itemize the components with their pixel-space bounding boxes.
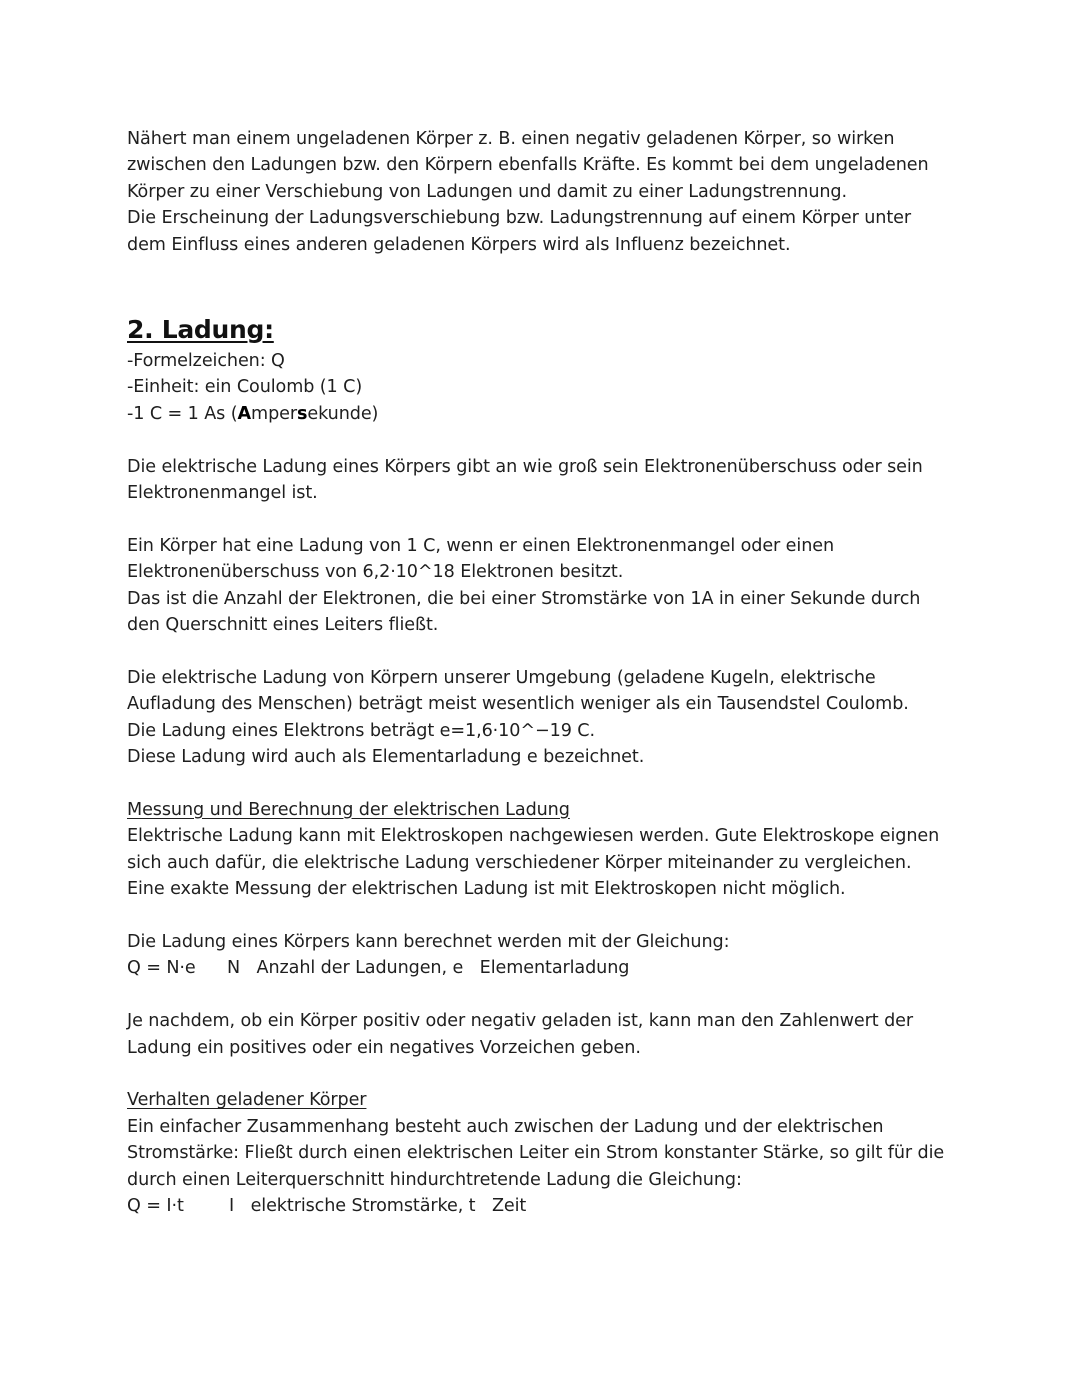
spacer: [127, 638, 967, 664]
equation: Q = N·e: [127, 958, 196, 979]
text-line: Ein einfacher Zusammenhang besteht auch zwischen der Ladung und der elektrischen: [127, 1116, 884, 1137]
measurement-section: [127, 797, 967, 1061]
text-line: Je nachdem, ob ein Körper positiv oder negativ geladen ist, kann man den Zahlenwert der: [127, 1011, 914, 1032]
text-line: Das ist die Anzahl der Elektronen, die bei einer Stromstärke von 1A in einer Sekunde durch: [127, 588, 921, 609]
unit-relation-prefix: -1 C = 1 As (: [127, 403, 238, 424]
text-line: Elektronenüberschuss von 6,2·10^18 Elektronen besitzt.: [127, 562, 624, 583]
text-line: durch einen Leiterquerschnitt hindurchtretende Ladung die Gleichung:: [127, 1169, 742, 1190]
text-line: Elektronenmangel ist.: [127, 483, 318, 504]
text-line: Diese Ladung wird auch als Elementarladung e bezeichnet.: [127, 747, 645, 768]
behavior-subheading: Verhalten geladener Körper: [127, 1090, 367, 1111]
text-line: Nähert man einem ungeladenen Körper z. B. einen negativ geladenen Körper, so wirken: [127, 129, 895, 149]
text-line: Ladung ein positives oder ein negatives Vorzeichen geben.: [127, 1037, 641, 1058]
text-line: den Querschnitt eines Leiters fließt.: [127, 615, 439, 636]
properties-list: [127, 348, 967, 427]
definition-paragraph: [127, 454, 967, 507]
text-line: dem Einfluss eines anderen geladenen Körpers wird als Influenz bezeichnet.: [127, 234, 791, 255]
unit-line: -Einheit: ein Coulomb (1 C): [127, 377, 363, 398]
spacer: [127, 506, 967, 532]
document-page: [127, 126, 967, 1219]
equation-legend: N Anzahl der Ladungen, e Elementarladung: [227, 958, 630, 979]
spacer: [127, 258, 967, 314]
equation: Q = I·t: [127, 1195, 184, 1216]
text-line: Stromstärke: Fließt durch einen elektrischen Leiter ein Strom konstanter Stärke, so gilt für die: [127, 1143, 945, 1164]
behavior-section: [127, 1087, 967, 1219]
text-line: Die elektrische Ladung eines Körpers gibt an wie groß sein Elektronenüberschuss oder sein: [127, 456, 923, 477]
text-line: Aufladung des Menschen) beträgt meist wesentlich weniger als ein Tausendstel Coulomb.: [127, 694, 909, 715]
section-heading: 2. Ladung:: [127, 315, 274, 345]
text-line: Die elektrische Ladung von Körpern unserer Umgebung (geladene Kugeln, elektrische: [127, 667, 876, 688]
equation-legend: I elektrische Stromstärke, t Zeit: [229, 1195, 527, 1216]
formula-symbol: -Formelzeichen: Q: [127, 351, 285, 372]
unit-relation-end: ekunde): [307, 403, 379, 424]
equation-line: [127, 955, 967, 981]
text-line: Elektrische Ladung kann mit Elektroskopen nachgewiesen werden. Gute Elektroskope eignen: [127, 826, 940, 847]
environment-paragraph: [127, 665, 967, 771]
spacer: [127, 427, 967, 453]
spacer: [127, 770, 967, 796]
spacer: [127, 1061, 967, 1087]
coulomb-paragraph: [127, 533, 967, 639]
intro-paragraph: [127, 126, 967, 258]
text-line: Eine exakte Messung der elektrischen Ladung ist mit Elektroskopen nicht möglich.: [127, 879, 846, 900]
text-line: zwischen den Ladungen bzw. den Körpern ebenfalls Kräfte. Es kommt bei dem ungeladenen: [127, 155, 929, 176]
text-line: Körper zu einer Verschiebung von Ladungen und damit zu einer Ladungstrennung.: [127, 181, 847, 202]
spacer: [127, 982, 967, 1008]
unit-relation-s: s: [297, 403, 308, 424]
text-line: Die Erscheinung der Ladungsverschiebung bzw. Ladungstrennung auf einem Körper unter: [127, 208, 911, 229]
unit-relation: [127, 401, 967, 427]
measurement-subheading: Messung und Berechnung der elektrischen Ladung: [127, 799, 570, 820]
unit-relation-a: A: [237, 403, 252, 424]
text-line: sich auch dafür, die elektrische Ladung verschiedener Körper miteinander zu vergleichen.: [127, 852, 912, 873]
unit-relation-mid: mper: [251, 403, 297, 424]
equation-line: [127, 1193, 967, 1219]
text-line: Ein Körper hat eine Ladung von 1 C, wenn er einen Elektronenmangel oder einen: [127, 535, 835, 556]
equation-intro: Die Ladung eines Körpers kann berechnet werden mit der Gleichung:: [127, 931, 730, 952]
text-line: Die Ladung eines Elektrons beträgt e=1,6·10^−19 C.: [127, 720, 595, 741]
spacer: [127, 903, 967, 929]
